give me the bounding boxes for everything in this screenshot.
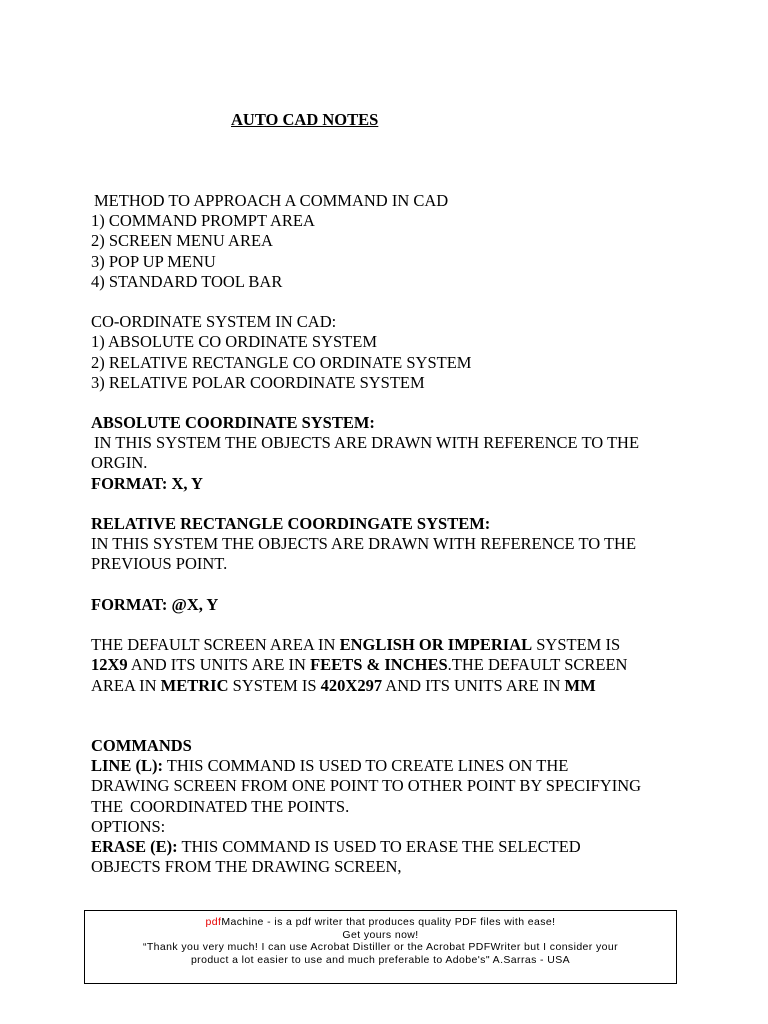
command-text: THE [91, 796, 124, 816]
screen-paragraph-line [91, 635, 731, 655]
footer-line [85, 916, 676, 929]
text-run-bold: ENGLISH OR IMPERIAL [339, 635, 533, 655]
text-run-bold: MM [564, 675, 596, 695]
command-text-line [91, 797, 731, 817]
absolute-format: FORMAT: X, Y [91, 473, 203, 493]
methods-item: 1) COMMAND PROMPT AREA [91, 211, 315, 231]
text-run-bold: 420X297 [320, 675, 383, 695]
footer-line: Get yours now! [342, 928, 419, 941]
relative-text: PREVIOUS POINT. [91, 554, 228, 574]
command-text: THIS COMMAND IS USED TO CREATE LINES ON THE [162, 756, 569, 776]
text-run: THE DEFAULT SCREEN AREA IN [91, 635, 340, 655]
commands-heading: COMMANDS [91, 736, 192, 756]
coords-item: 3) RELATIVE POLAR COORDINATE SYSTEM [91, 372, 425, 392]
text-run-bold: FEETS & INCHES [310, 655, 448, 675]
document-title: AUTO CAD NOTES [231, 110, 379, 129]
pdfmachine-footer-box [84, 910, 677, 984]
text-run-bold: METRIC [160, 675, 229, 695]
methods-item: 2) SCREEN MENU AREA [91, 231, 273, 251]
document-body [91, 191, 731, 877]
text-run-bold: 12X9 [91, 655, 128, 675]
options-label: OPTIONS: [91, 816, 166, 836]
absolute-heading: ABSOLUTE COORDINATE SYSTEM: [91, 413, 375, 433]
command-erase-entry [91, 837, 731, 857]
relative-format: FORMAT: @X, Y [91, 594, 219, 614]
screen-paragraph-line [91, 676, 731, 696]
screen-paragraph-line [91, 655, 731, 675]
methods-item: 4) STANDARD TOOL BAR [91, 271, 283, 291]
absolute-text: IN THIS SYSTEM THE OBJECTS ARE DRAWN WITH REFERENCE TO THE [94, 433, 640, 453]
text-run: AND ITS UNITS ARE IN [127, 655, 311, 675]
methods-heading: METHOD TO APPROACH A COMMAND IN CAD [94, 191, 449, 210]
command-label: ERASE (E): [91, 837, 178, 856]
absolute-text: ORGIN. [91, 453, 148, 473]
pdf-brand-text: pdf [205, 916, 222, 928]
text-run: SYSTEM IS [228, 675, 321, 695]
coords-heading: CO-ORDINATE SYSTEM IN CAD: [91, 312, 337, 332]
command-text: DRAWING SCREEN FROM ONE POINT TO OTHER POINT BY SPECIFYING [91, 776, 642, 796]
command-text: COORDINATED THE POINTS. [130, 796, 350, 816]
footer-text: Machine - is a pdf writer that produces quality PDF files with ease! [221, 916, 556, 928]
footer-line: “Thank you very much! I can use Acrobat Distiller or the Acrobat PDFWriter but I consider your [142, 941, 619, 953]
command-label: LINE (L): [91, 756, 163, 776]
text-run: .THE DEFAULT SCREEN [447, 655, 628, 675]
text-run: SYSTEM IS [532, 635, 621, 655]
coords-item: 1) ABSOLUTE CO ORDINATE SYSTEM [91, 332, 378, 352]
footer-line: product a lot easier to use and much preferable to Adobe's" A.Sarras - USA [190, 953, 571, 966]
relative-heading: RELATIVE RECTANGLE COORDINGATE SYSTEM: [91, 514, 491, 533]
command-text: THIS COMMAND IS USED TO ERASE THE SELECTED [177, 837, 581, 856]
text-run: AREA IN [91, 675, 161, 695]
command-line-entry [91, 756, 731, 776]
text-run: AND ITS UNITS ARE IN [382, 675, 565, 695]
relative-text: IN THIS SYSTEM THE OBJECTS ARE DRAWN WITH REFERENCE TO THE [91, 534, 637, 554]
command-text: OBJECTS FROM THE DRAWING SCREEN, [91, 857, 402, 877]
methods-item: 3) POP UP MENU [91, 251, 216, 271]
coords-item: 2) RELATIVE RECTANGLE CO ORDINATE SYSTEM [91, 352, 472, 372]
